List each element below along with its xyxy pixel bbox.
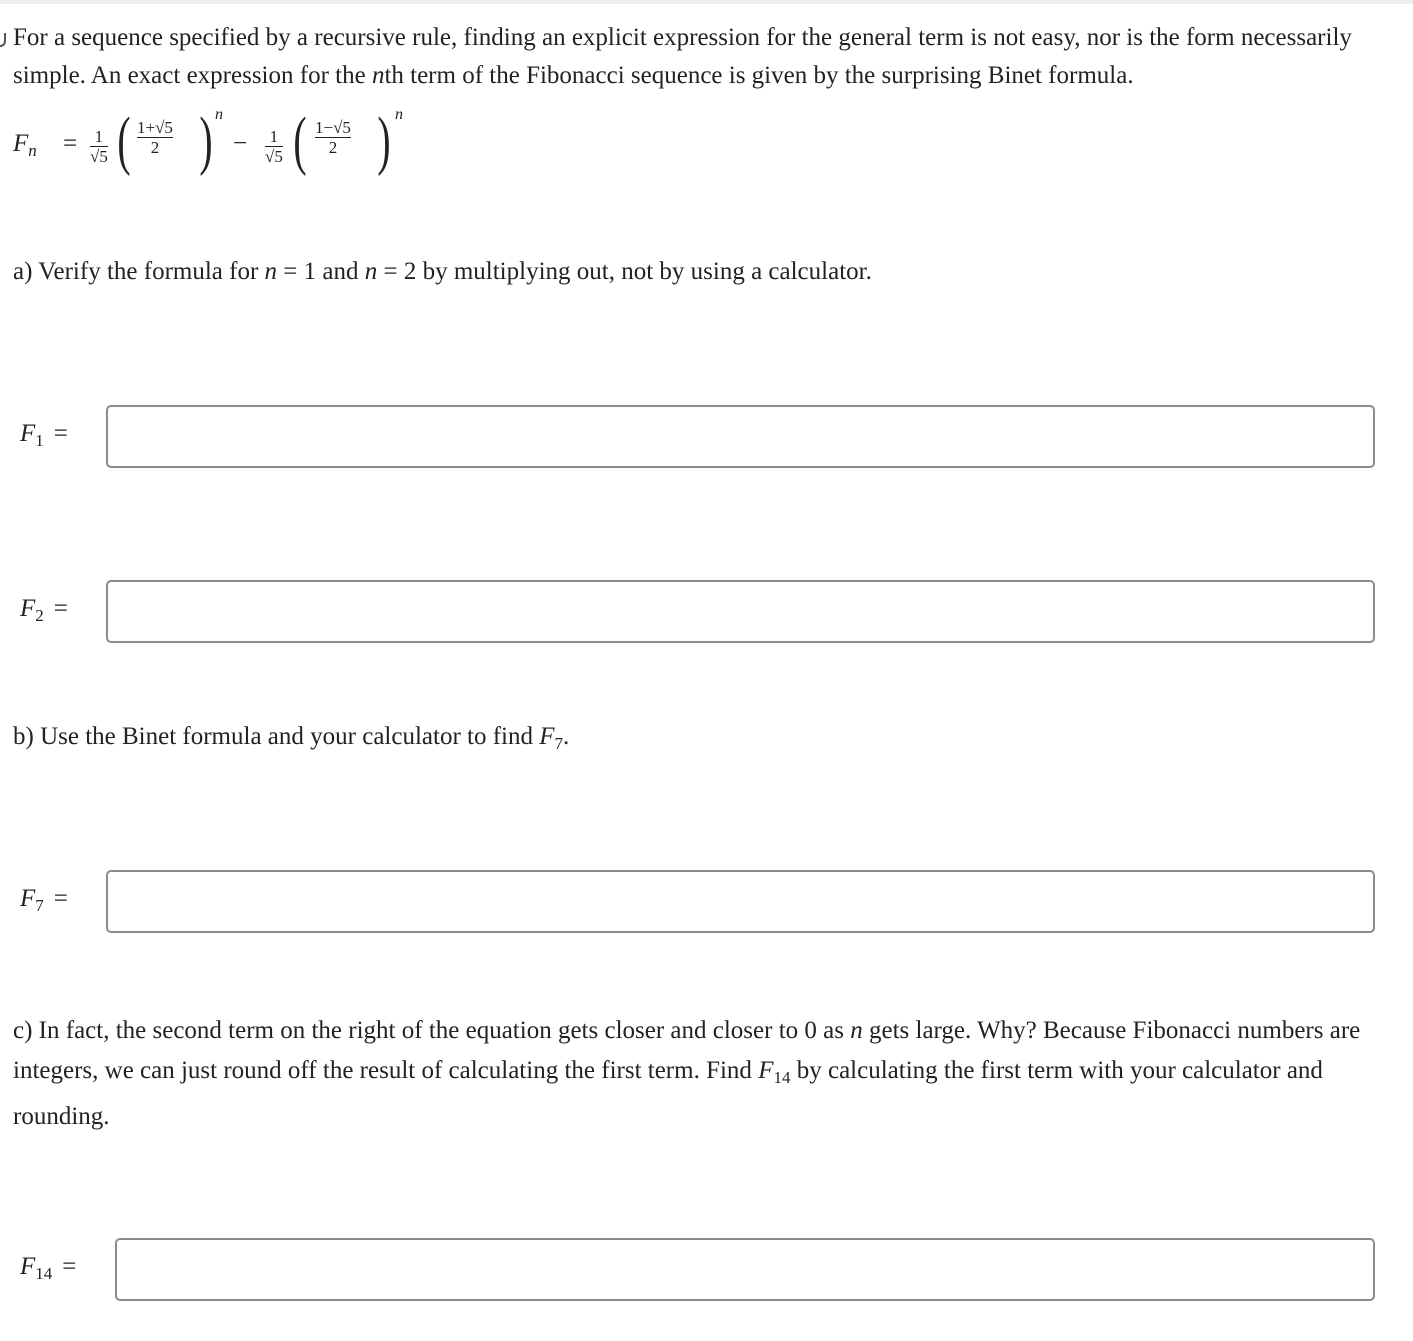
intro-text-1: For a sequence specified by a recursive rule, finding an explicit expression for the general term is not easy, nor is the form necessarily simple. An exact expression for the bbox=[13, 24, 1352, 89]
close-paren-2: ) bbox=[377, 104, 391, 177]
top-divider bbox=[0, 0, 1413, 4]
f2-label: $F_2$ = bbox=[20, 595, 68, 625]
intro-paragraph bbox=[13, 19, 1383, 95]
part-b-prompt: b) Use the Binet formula and your calculator to find $F_7$. bbox=[13, 723, 570, 753]
question-marker-icon bbox=[0, 33, 6, 47]
binet-formula bbox=[13, 100, 453, 190]
intro-n-variable: n bbox=[371, 62, 385, 89]
formula-minus: − bbox=[233, 130, 248, 157]
part-c-prompt: c) In fact, the second term on the right of the equation gets closer and closer to 0 as n gets large. Why? Because Fibonacci numbers are integers, we can just round off the result of calculating the first term. Find $F_{14}$ by calculating the first term with your calculator and rounding. bbox=[13, 1017, 1361, 1130]
psi-fraction: 1−√5 2 bbox=[315, 118, 351, 157]
exponent-1: n bbox=[215, 106, 223, 123]
f7-answer-input[interactable] bbox=[106, 870, 1375, 933]
f2-answer-input[interactable] bbox=[106, 580, 1375, 643]
intro-text-2: th term of the Fibonacci sequence is given by the surprising Binet formula. bbox=[384, 62, 1134, 89]
formula-equals: = bbox=[63, 130, 78, 157]
close-paren-1: ) bbox=[199, 104, 213, 177]
phi-fraction: 1+√5 2 bbox=[137, 118, 173, 157]
f7-label: $F_7$ = bbox=[20, 885, 68, 915]
part-a-prompt: a) Verify the formula for n = 1 and n = 2 by multiplying out, not by using a calculator. bbox=[13, 258, 872, 285]
open-paren-1: ( bbox=[117, 104, 131, 177]
f14-answer-input[interactable] bbox=[115, 1238, 1375, 1301]
f14-label: $F_{14}$ = bbox=[20, 1253, 77, 1283]
formula-lhs: $F_n$ bbox=[13, 130, 37, 160]
open-paren-2: ( bbox=[293, 104, 307, 177]
f1-answer-input[interactable] bbox=[106, 405, 1375, 468]
f1-label: $F_1$ = bbox=[20, 420, 68, 450]
exponent-2: n bbox=[395, 106, 403, 123]
coefficient-2: $\frac{1}{√5}$ bbox=[265, 127, 283, 166]
coefficient-1: $\frac{1}{√5}$ bbox=[90, 127, 108, 166]
